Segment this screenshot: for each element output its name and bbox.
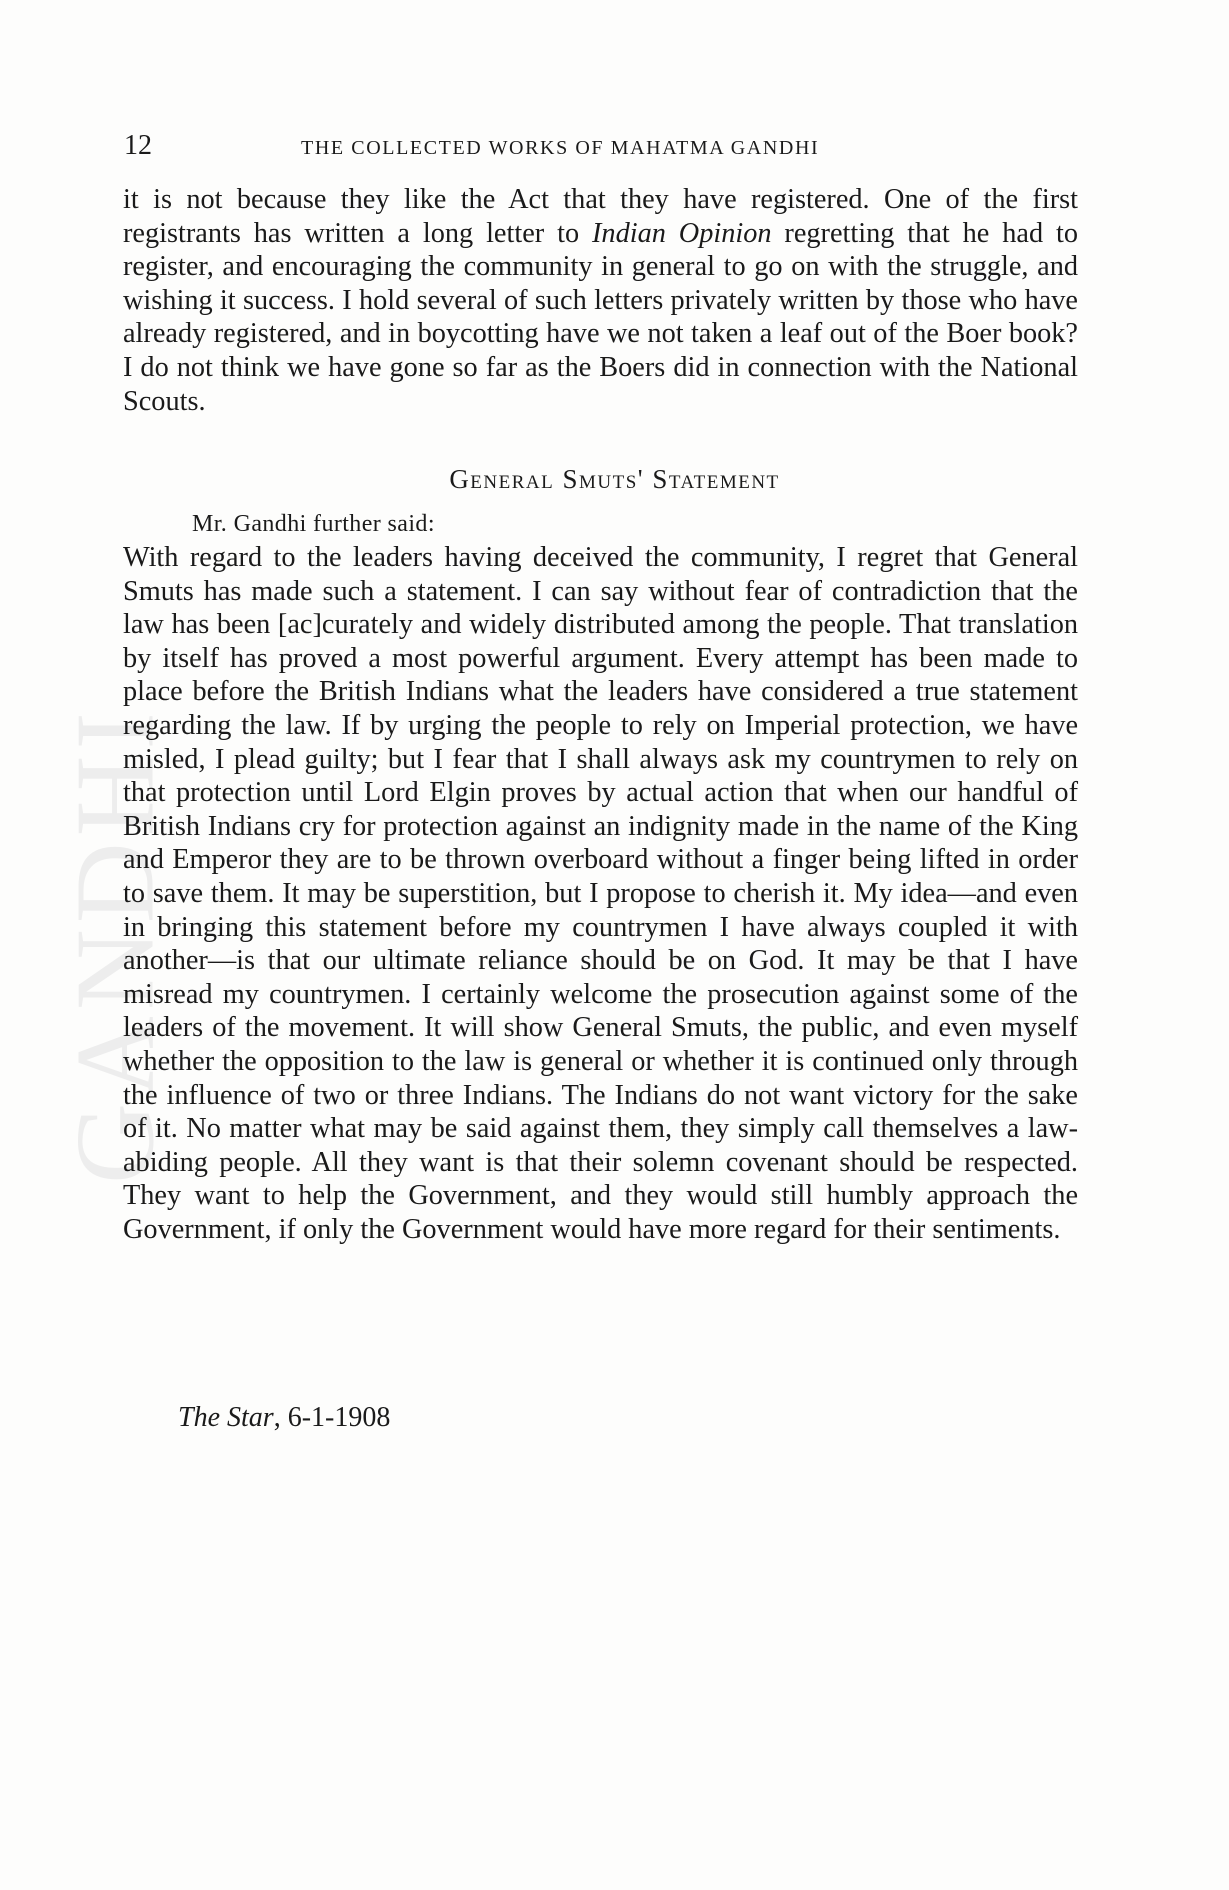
paragraph-opening-text-a: it is not because they like the Act that they have registered. One of the first registrants has written a long letter to <box>123 184 1078 249</box>
source-date: , 6-1-1908 <box>273 1402 391 1433</box>
publication-title-italic: Indian Opinion <box>592 217 772 249</box>
section-heading: General Smuts' Statement <box>449 464 780 494</box>
page-number: 12 <box>124 130 152 161</box>
source-citation <box>178 1401 390 1435</box>
speaker-intro: Mr. Gandhi further said: <box>192 511 435 537</box>
paragraph-opening-text-b: regretting that he had to register, and encouraging the community in general to go on with the struggle, and wishing it success. I hold several of such letters privately written by those who have already registered, and in boycotting have we not taken a leaf out of the Boer book? I do not think we have gone so far as the Boers did in connection with the National Scouts. <box>123 217 1078 417</box>
source-publication: The Star <box>178 1402 274 1433</box>
running-header <box>124 128 1078 168</box>
paragraph-statement: With regard to the leaders having deceived the community, I regret that General Smuts has made such a statement. I can say without fear of contradiction that the law has been [ac]curately and widely distributed among the people. That translation by itself has proved a most powerful argument. Every attempt has been made to place before the British Indians what the leaders have considered a true statement regarding the law. If by urging the people to rely on Imperial protection, we have misled, I plead guilty; but I fear that I shall always ask my countrymen to rely on that protection until Lord Elgin proves by actual action that when our handful of British Indians cry for protection against an indignity made in the name of the King and Emperor they are to be thrown overboard without a finger being lifted in order to save them. It may be superstition, but I propose to cherish it. My idea—and even in bringing this statement before my countrymen I have always coupled it with another—is that our ultimate reliance should be on God. It may be that I have misread my countrymen. I certainly welcome the prosecution against some of the leaders of the movement. It will show General Smuts, the public, and even myself whether the opposition to the law is general or whether it is continued only through the influence of two or three Indians. The Indians do not want victory for the sake of it. No matter what may be said against them, they simply call themselves a law-abiding people. All they want is that their solemn covenant should be respected. They want to help the Government, and they would still humbly approach the Government, if only the Government would have more regard for their sentiments. <box>123 542 1078 1245</box>
watermark-text: GANDHI <box>53 706 178 1184</box>
running-title: THE COLLECTED WORKS OF MAHATMA GANDHI <box>301 137 820 159</box>
paragraph-opening <box>123 183 1078 418</box>
